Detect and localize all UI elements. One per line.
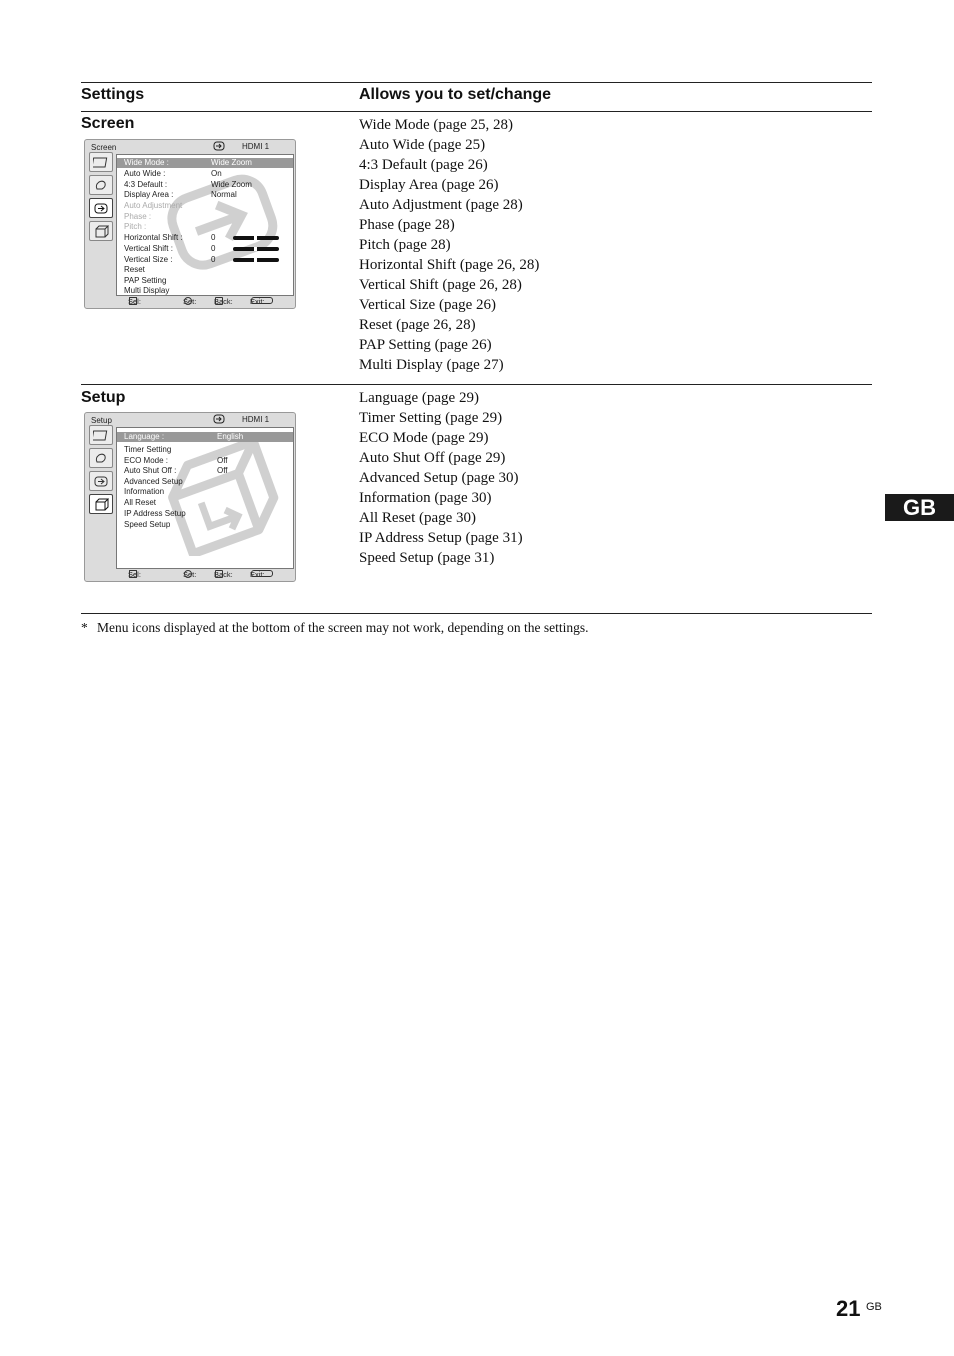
osd-title: Setup — [91, 416, 112, 425]
page-number: 21 — [836, 1296, 861, 1321]
center-button-icon — [184, 570, 192, 578]
list-item: Display Area (page 26) — [359, 177, 499, 193]
page-number-suffix: GB — [866, 1301, 882, 1313]
picture-menu-icon — [89, 425, 113, 445]
osd-row: Pitch : — [124, 222, 147, 231]
menu-button-icon — [251, 570, 273, 577]
list-item: IP Address Setup (page 31) — [359, 530, 523, 546]
osd-row: Speed Setup — [124, 520, 171, 529]
osd-row: Auto Shut Off : Off — [124, 466, 228, 475]
osd-row: ECO Mode : Off — [124, 456, 228, 465]
list-item: PAP Setting (page 26) — [359, 337, 492, 353]
list-item: Pitch (page 28) — [359, 237, 451, 253]
osd-row: 4:3 Default : Wide Zoom — [124, 180, 252, 189]
osd-row: Auto Adjustment — [124, 201, 183, 210]
osd-row: Vertical Size : 0 — [117, 255, 293, 265]
setup-section-title: Setup — [81, 389, 126, 406]
left-button-icon — [215, 570, 223, 578]
osd-row: Phase : — [124, 212, 152, 221]
osd-row: Language : English — [117, 432, 293, 442]
list-item: Vertical Size (page 26) — [359, 297, 497, 313]
osd-input-label: HDMI 1 — [242, 142, 270, 151]
table-bottom-rule — [81, 613, 872, 614]
list-item: All Reset (page 30) — [359, 510, 477, 526]
center-button-icon — [184, 297, 192, 305]
list-item: Wide Mode (page 25, 28) — [359, 117, 513, 133]
osd-row: IP Address Setup — [124, 509, 186, 518]
screen-menu-icon — [89, 471, 113, 491]
slider-bar — [233, 236, 279, 240]
list-item: Auto Wide (page 25) — [359, 137, 486, 153]
list-item: Phase (page 28) — [359, 217, 455, 233]
osd-menu-icons — [89, 152, 115, 244]
slider-bar — [233, 247, 279, 251]
osd-row: Multi Display — [124, 286, 170, 295]
osd-row: Information — [124, 487, 165, 496]
picture-menu-icon — [89, 152, 113, 172]
setup-items-list — [359, 388, 523, 568]
screen-menu-icon — [89, 198, 113, 218]
list-item: Auto Adjustment (page 28) — [359, 197, 523, 213]
osd-row: All Reset — [124, 498, 157, 507]
osd-row: PAP Setting — [124, 276, 167, 285]
osd-row: Advanced Setup — [124, 477, 183, 486]
right-button-icon — [129, 297, 137, 305]
osd-row: Timer Setting — [124, 445, 172, 454]
setup-menu-icon — [89, 221, 113, 241]
osd-row: Horizontal Shift : 0 — [117, 233, 293, 243]
list-item: Horizontal Shift (page 26, 28) — [359, 257, 540, 273]
language-tab: GB — [885, 494, 954, 521]
osd-row: Reset — [124, 265, 145, 274]
list-item: Information (page 30) — [359, 490, 492, 506]
list-item: Advanced Setup (page 30) — [359, 470, 519, 486]
osd-panel — [116, 154, 294, 296]
sound-menu-icon — [89, 175, 113, 195]
list-item: Language (page 29) — [359, 390, 479, 406]
table-top-rule — [81, 82, 872, 83]
setup-osd-menu — [84, 412, 296, 582]
screen-section-title: Screen — [81, 115, 135, 132]
sound-menu-icon — [89, 448, 113, 468]
footnote-text: Menu icons displayed at the bottom of the screen may not work, depending on the settings. — [97, 620, 589, 635]
table-row-divider — [81, 384, 872, 385]
input-icon — [212, 414, 226, 424]
screen-items-list — [359, 115, 539, 375]
table-header-rule — [81, 111, 872, 112]
column-header-allows: Allows you to set/change — [359, 86, 552, 103]
footnote — [81, 620, 589, 636]
osd-footer: Sel: Set: Back: Exit: — [85, 570, 295, 580]
right-button-icon — [129, 570, 137, 578]
setup-menu-icon — [89, 494, 113, 514]
list-item: Auto Shut Off (page 29) — [359, 450, 506, 466]
osd-row: Auto Wide : On — [124, 169, 222, 178]
column-header-settings: Settings — [81, 86, 145, 103]
osd-menu-icons — [89, 425, 115, 517]
input-icon — [212, 141, 226, 151]
osd-row: Vertical Shift : 0 — [117, 244, 293, 254]
osd-title: Screen — [91, 143, 117, 152]
list-item: 4:3 Default (page 26) — [359, 157, 488, 173]
footnote-marker: * — [81, 620, 88, 635]
list-item: Speed Setup (page 31) — [359, 550, 495, 566]
osd-footer: Sel: Set: Back: Exit: — [85, 297, 295, 307]
osd-panel — [116, 427, 294, 569]
list-item: Multi Display (page 27) — [359, 357, 504, 373]
list-item: ECO Mode (page 29) — [359, 430, 489, 446]
list-item: Timer Setting (page 29) — [359, 410, 503, 426]
osd-row: Wide Mode : Wide Zoom — [117, 158, 293, 168]
menu-button-icon — [251, 297, 273, 304]
left-button-icon — [215, 297, 223, 305]
slider-bar — [233, 258, 279, 262]
list-item: Vertical Shift (page 26, 28) — [359, 277, 522, 293]
list-item: Reset (page 26, 28) — [359, 317, 476, 333]
osd-input-label: HDMI 1 — [242, 415, 270, 424]
screen-osd-menu — [84, 139, 296, 309]
osd-row: Display Area : Normal — [124, 190, 237, 199]
